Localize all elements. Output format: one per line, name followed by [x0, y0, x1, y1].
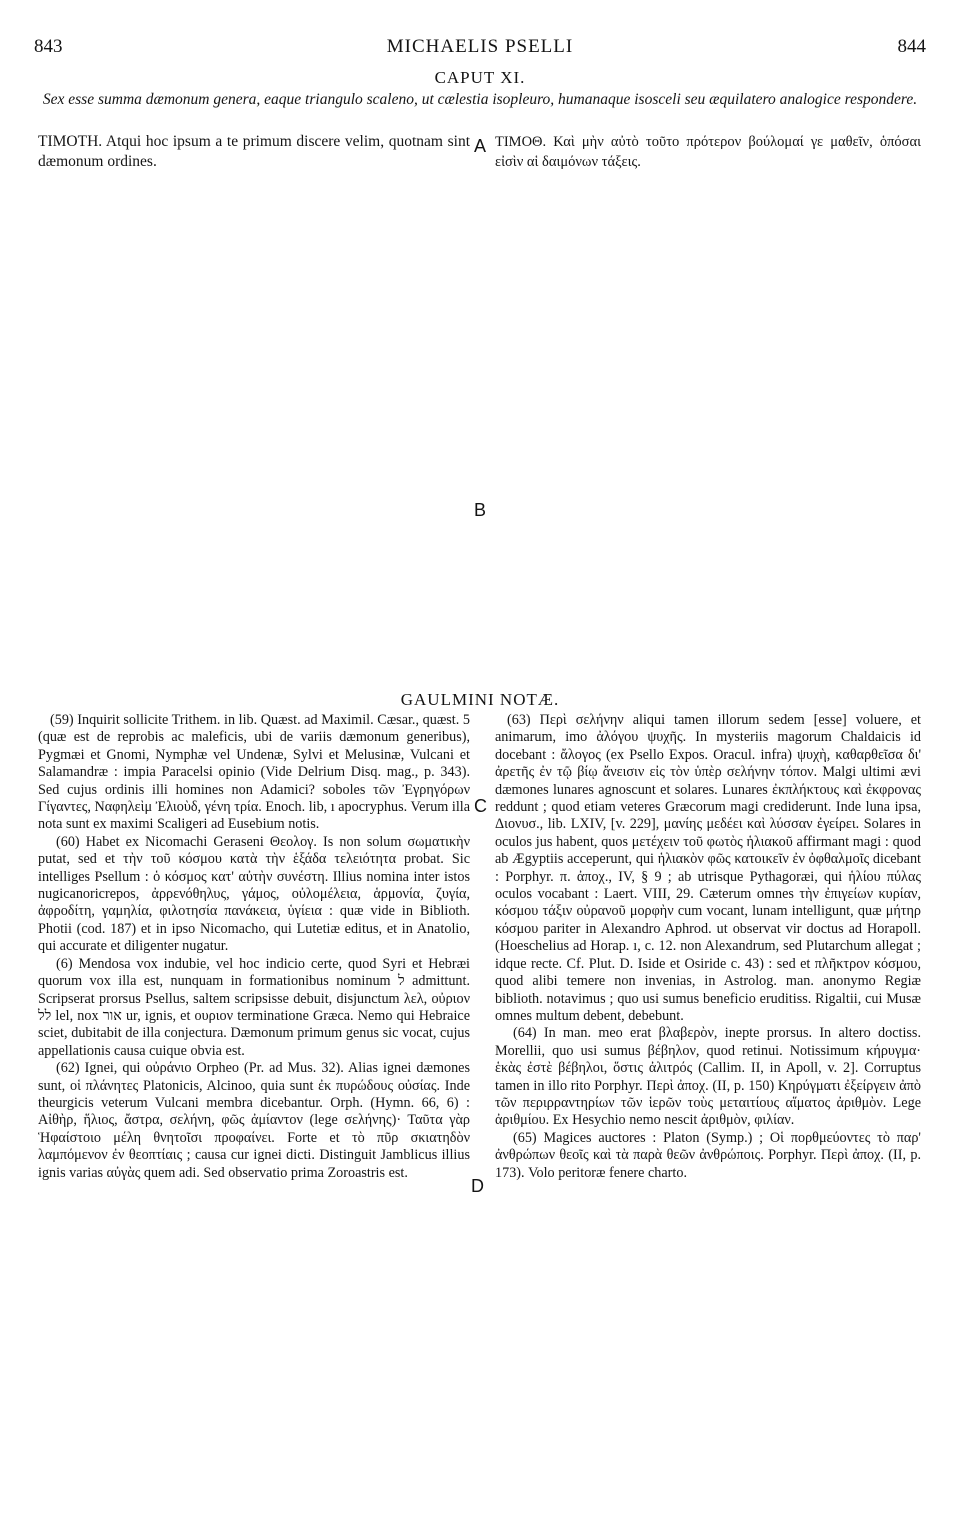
notes-right-column [495, 712, 921, 1182]
note-paragraph: (60) Habet ex Nicomachi Geraseni Θεολογ. Is non solum σωματικὴν putat, sed et τὴν τοῦ κόσμου κατὰ τὴν ἑξάδα τελειότητα probat. Sic intelliges Psellum : ὁ κόσμος κατ' αὐτὴν συνέστη. Illius nomina inter istos nugicanoricrepos, ἀρρενόθηλυς, γάμος, οὐλομέλεια, ἁρμονία, ζυγία, ἀφροδίτη, γαμηλία, φιλοτησία πανάκεια, ὑγίεια : quæ vide in Biblioth. Photii (cod. 187) et in ipso Nicomacho, qui Lutetiæ editus, et in Anatolio, qui accurate et diligenter nugatur. [38, 833, 470, 955]
latin-text-column [38, 132, 470, 172]
greek-paragraph: ΤΙΜΟΘ. Καὶ μὴν αὐτὸ τοῦτο πρότερον βούλομαί γε μαθεῖν, ὁπόσαι εἰσὶν αἱ δαιμόνων τάξεις. [495, 134, 921, 171]
note-paragraph: (62) Ignei, qui οὐράνιο Orpheo (Pr. ad Mus. 32). Alias ignei dæmones sunt, οἱ πλάνητες Platonicis, Alcinoo, quia sunt ἐκ πυρώδους οὐσίας. Inde theurgicis veterum Vulcani membra dicebantur. Orph. (Hymn. 66, 6) : Αἰθὴρ, ἥλιος, ἄστρα, σελήνη, φῶς ἀμίαντον (lege σελήνης)· Ταῦτα γὰρ Ἡφαίστοιο μέλη θνητοῖσι προφαίνει. Forte et τὸ πῦρ σκιατηδὸν λαμπόμενον ἐν θεοπτίαις ; causa cur ignei dicti. Distinguit Jamblicus illius ignis varias αὐγὰς quem adi. Sed observatio prima Zoroastris est. [38, 1060, 470, 1181]
note-paragraph: (63) Περὶ σελήνην aliqui tamen illorum sedem [esse] voluere, et animarum, imo ἀλόγου ψυχῆς. In mysteriis magorum Chaldaicis id docebant : ἄλογος (ex Psello Expos. Oracul. infra) ψυχὴ, καθαρθεῖσα δι' ἀρετῆς ἐν τῷ βίῳ ἄνεισιν εἰς τὸν ὑπὲρ σελήνην τόπον. Malgi ultimi ævi dæmones lunares agnoscunt et solares. Lunares ἐκπλήκτους καὶ ἐκφρονας reddunt ; quod etiam veteres Græcorum magi crediderunt. Inde luna ipsa, Διονυσ., lib. LXIV, [v. 229], μανίης μεδέει καὶ λύσσαν ἐγείρει. Solares in oculos jus habent, quos μετέχειν τοῦ φωτὸς ἡλιακοῦ affirmant magi : quod ab Ægyptiis acceperunt, qui ἡλιακὸν φῶς κατοικεῖν ἐν ὀφθαλμοῖς dicebant : Porphyr. π. ἀποχ., IV, § 9 ; ab utrisque Pythagoræi, qui ἡλίου πύλας oculos vocabant : Laert. VIII, 29. Cæterum omnes τὴν ἐπιγείων κυρίαν, κόσμου τάξιν οὐρανοῦ μορφὴν cum vocant, lunam intelligunt, quæ μήτηρ κόσμου pariter in Alexandro Aphrod. ut observat vir doctus ad Horapoll. (Hoeschelius ad Horap. ı, c. 12. non Alexandrum, sed Plutarchum allegat ; idque recte. Cf. Plut. D. Iside et Osiride c. 43) : sed et πλῆκτρον κόσμου, quod alibi temere non invenias, in Astrolog. man. anonymo Regiæ biblioth. notavimus ; quo usi sumus beneficio eruditiss. Rigaltii, cui Musæ omnes multum debent, debebunt. [495, 712, 921, 1024]
note-paragraph: (59) Inquirit sollicite Trithem. in lib. Quæst. ad Maximil. Cæsar., quæst. 5 (quæ est de reprobis ac maleficis, ubi de variis dæmonum generibus), Pygmæi et Gnomi, Nymphæ vel Undenæ, Sylvi et Melusinæ, Vulcani et Salamandræ : impia Paracelsi opinio (Vide Delrium Disq. mag., p. 343). Sed cujus ordinis illi homines non Adamici? soboles τῶν Ἐγρηγόρων Γίγαντες, Ναφηλεὶμ Ἐλιοὺδ, γένη τρία. Enoch. lib, ı apocryphus. Verum illa nota sunt ex maximi Scaligeri ad Eusebium notis. [38, 712, 470, 833]
margin-letter-d: D [471, 1176, 484, 1196]
notes-heading: GAULMINI NOTÆ. [400, 690, 560, 709]
latin-paragraph: TIMOTH. Atqui hoc ipsum a te primum discere velim, quotnam sint dæmonum ordines. [38, 133, 470, 171]
running-title: MICHAELIS PSELLI [386, 36, 574, 57]
running-header [34, 36, 926, 64]
notes-left-column [38, 712, 470, 1182]
greek-text-column [495, 132, 921, 172]
margin-letter-a: A [474, 136, 487, 156]
page-number-left: 843 [34, 36, 63, 57]
chapter-summary: Sex esse summa dæmonum genera, eaque triangulo scaleno, ut cælestia isopleuro, humanaque isosceli seu æquilatero analogice respondere. [42, 91, 918, 108]
note-paragraph: (64) In man. meo erat βλαβερὸν, inepte prorsus. In altero doctiss. Morellii, quo usi sumus βέβηλον, quod retinui. Notissimum κήρυγμα· ἑκὰς ἐστὲ βέβηλοι, ὅστις ἀλιτρός (Callim. II, in Apoll, v. 2]. Corruptus tamen in illo rito Porphyr. Περὶ ἀποχ. (II, p. 150) Κηρύγματι ἐξείργειν ἀπὸ τῶν περιρραντηρίων τῶν ἱερῶν τοὺς μεταιτίους αἵματος ἀριθμὸν. Lege ἀριθμίου. Ex Hesychio nemo nescit ἀριθμὸν, φιλίαν. [495, 1025, 921, 1129]
page-number-right: 844 [897, 36, 926, 57]
note-paragraph: (6) Mendosa vox indubie, vel hoc indicio certe, quod Syri et Hebræi quorum vox illa est, nunquam in formationibus nominum ל admittunt. Scripserat prorsus Psellus, saltem scripsisse debuit, disjunctum λελ, οὐριον לל lel, nox אור ur, ignis, et ουριον terminatione Græca. Nemo qui Hebraice sciet, dubitabit de illa conjectura. Dæmonum primum genus sic vocat, cujus appellationis causa cuique obvia est. [38, 955, 471, 1059]
margin-letter-c: C [474, 796, 487, 816]
note-paragraph: (65) Magices auctores : Platon (Symp.) ; Οἱ πορθμεύοντες τὸ παρ' ἀνθρώπων θεοῖς καὶ τὰ παρὰ θεῶν ἀνθρώποις. Porphyr. Περὶ ἀποχ. (II, p. 173). Volo peritoræ fenere charto. [495, 1129, 921, 1181]
chapter-heading: CAPUT XI. [434, 68, 526, 87]
margin-letter-b: B [474, 500, 487, 520]
